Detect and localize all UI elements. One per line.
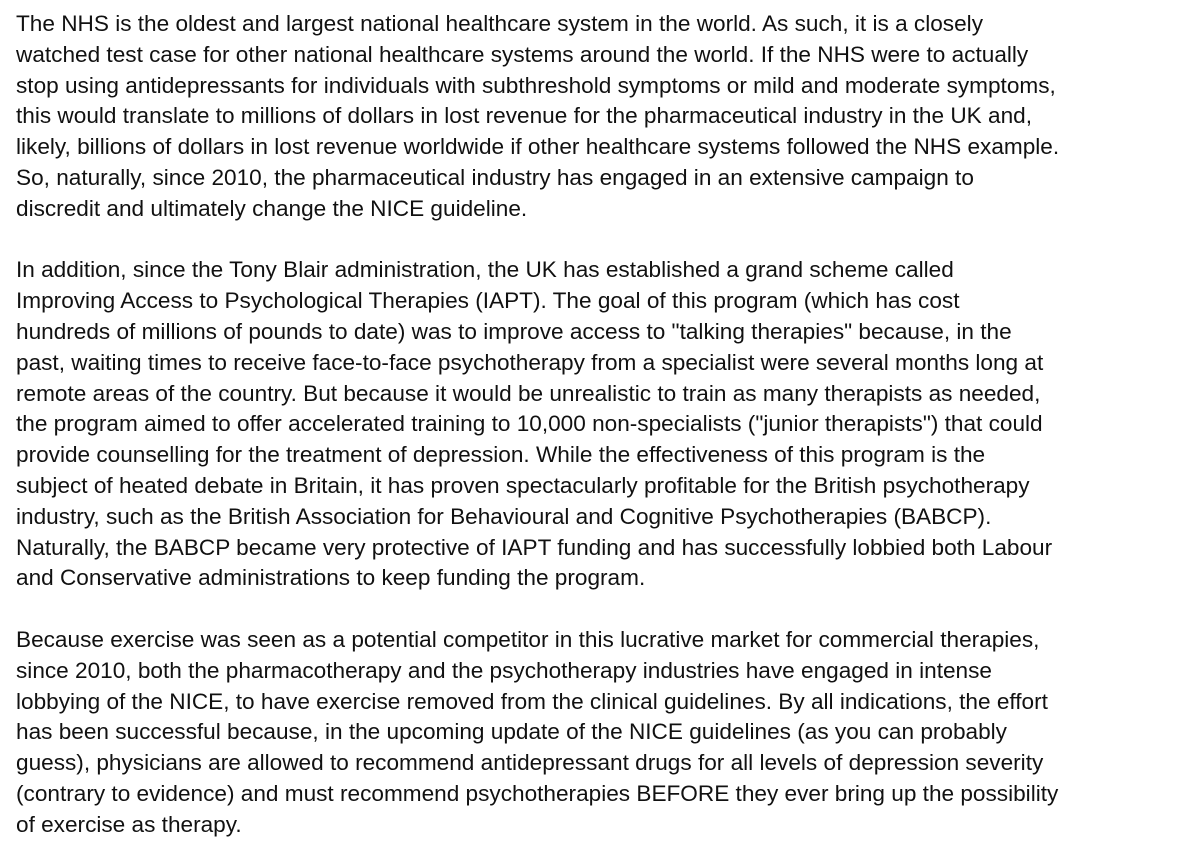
- text-line: of exercise as therapy.: [16, 811, 242, 837]
- text-line: the program aimed to offer accelerated training to 10,000 non-specialists ("junior therapists") that could: [16, 411, 1043, 437]
- text-line: and Conservative administrations to keep funding the program.: [16, 565, 646, 591]
- text-line: since 2010, both the pharmacotherapy and the psychotherapy industries have engaged in intense: [16, 657, 992, 683]
- text-line: stop using antidepressants for individuals with subthreshold symptoms or mild and moderate symptoms,: [16, 72, 1056, 98]
- paragraph-1: [16, 9, 1176, 225]
- text-line: hundreds of millions of pounds to date) was to improve access to "talking therapies" because, in the: [16, 318, 1012, 344]
- text-line: (contrary to evidence) and must recommend psychotherapies BEFORE they ever bring up the possibility: [16, 780, 1059, 806]
- text-line: likely, billions of dollars in lost revenue worldwide if other healthcare systems followed the NHS example.: [16, 134, 1060, 160]
- text-line: past, waiting times to receive face-to-face psychotherapy from a specialist were several months long at: [16, 349, 1044, 375]
- text-line: Naturally, the BABCP became very protective of IAPT funding and has successfully lobbied both Labour: [16, 534, 1053, 560]
- text-line: this would translate to millions of dollars in lost revenue for the pharmaceutical industry in the UK and,: [16, 103, 1032, 129]
- paragraph-3: [16, 625, 1176, 841]
- text-line: guess), physicians are allowed to recommend antidepressant drugs for all levels of depression severity: [16, 750, 1044, 776]
- text-line: So, naturally, since 2010, the pharmaceutical industry has engaged in an extensive campaign to: [16, 164, 974, 190]
- text-line: Improving Access to Psychological Therapies (IAPT). The goal of this program (which has cost: [16, 288, 960, 314]
- text-line: Because exercise was seen as a potential competitor in this lucrative market for commercial therapies,: [16, 626, 1040, 652]
- text-line: discredit and ultimately change the NICE guideline.: [16, 195, 528, 221]
- text-line: subject of heated debate in Britain, it has proven spectacularly profitable for the British psychotherapy: [16, 472, 1030, 498]
- text-line: lobbying of the NICE, to have exercise removed from the clinical guidelines. By all indications, the effort: [16, 688, 1048, 714]
- paragraph-2: [16, 255, 1176, 594]
- text-line: remote areas of the country. But because it would be unrealistic to train as many therapists as needed,: [16, 380, 1041, 406]
- document-body: [16, 9, 1176, 841]
- text-line: The NHS is the oldest and largest national healthcare system in the world. As such, it is a closely: [16, 11, 983, 36]
- text-line: watched test case for other national healthcare systems around the world. If the NHS were to actually: [16, 41, 1029, 67]
- text-line: industry, such as the British Association for Behavioural and Cognitive Psychotherapies (BABCP).: [16, 503, 992, 529]
- text-line: In addition, since the Tony Blair administration, the UK has established a grand scheme called: [16, 257, 954, 283]
- text-line: provide counselling for the treatment of depression. While the effectiveness of this program is the: [16, 442, 986, 468]
- text-line: has been successful because, in the upcoming update of the NICE guidelines (as you can probably: [16, 719, 1007, 745]
